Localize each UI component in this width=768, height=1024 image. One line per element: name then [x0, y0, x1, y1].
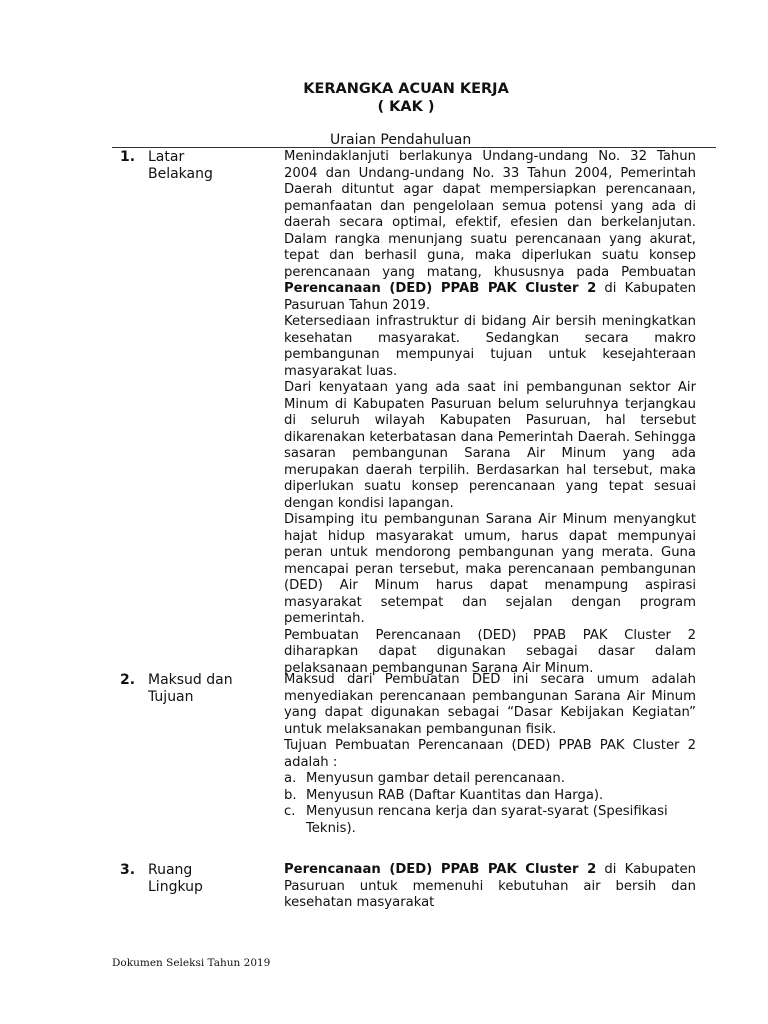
- section-2-paragraph-1: Maksud dari Pembuatan DED ini secara umum adalah menyediakan perencanaan pembangunan Sarana Air Minum yang dapat digunakan sebagai “Dasar Kebijakan Kegiatan” untuk melaksanakan pembangunan fisik.: [284, 672, 696, 737]
- list-text: Menyusun RAB (Daftar Kuantitas dan Harga).: [306, 787, 604, 803]
- section-1-label: [148, 149, 213, 182]
- section-1-label-line-1: Latar: [148, 149, 185, 165]
- document-title: [0, 80, 768, 116]
- section-1-p1-bold: Perencanaan (DED) PPAB PAK Cluster 2: [284, 281, 597, 296]
- list-text: Menyusun rencana kerja dan syarat-syarat (Spesifikasi Teknis).: [306, 804, 668, 836]
- section-3-label-line-1: Ruang: [148, 862, 193, 878]
- list-item: [284, 788, 696, 805]
- section-1-paragraph-3: Dari kenyataan yang ada saat ini pembangunan sektor Air Minum di Kabupaten Pasuruan belum seluruhnya terjangkau di seluruh wilayah Kabupaten Pasuruan, hal tersebut dikarenakan keterbatasan dana Pemerintah Daerah. Sehingga sasaran pembangunan Sarana Air Minum yang ada merupakan daerah terpilih. Berdasarkan hal tersebut, maka diperlukan suatu konsep perencanaan yang tepat sesuai dengan kondisi lapangan.: [284, 380, 696, 511]
- section-3-label-line-2: Lingkup: [148, 878, 203, 895]
- section-2-paragraph-2: Tujuan Pembuatan Perencanaan (DED) PPAB PAK Cluster 2 adalah :: [284, 738, 696, 770]
- list-item: [284, 804, 696, 837]
- section-2-label: [148, 672, 233, 705]
- section-3-number: 3.: [120, 862, 136, 878]
- section-1-paragraph-5: Pembuatan Perencanaan (DED) PPAB PAK Cluster 2 diharapkan dapat digunakan sebagai dasar dalam pelaksanaan pembangunan Sarana Air Minum.: [284, 627, 696, 676]
- section-3-p1-bold: Perencanaan (DED) PPAB PAK Cluster 2: [284, 862, 597, 877]
- section-1-p1-text: Menindaklanjuti berlakunya Undang-undang No. 32 Tahun 2004 dan Undang-undang No. 33 Tahun 2004, Pemerintah Daerah dituntut agar dapat mempersiapkan perencanaan, pemanfaatan dan pengelolaan semua potensi yang ada di daerah secara optimal, efektif, efesien dan berkelanjutan. Dalam rangka menunjang suatu perencanaan yang akurat, tepat dan berhasil guna, maka diperlukan suatu konsep perencanaan yang matang, khususnya pada Pembuatan: [284, 149, 696, 280]
- list-marker: a.: [284, 771, 297, 786]
- section-2-body: [284, 672, 696, 837]
- section-1-number: 1.: [120, 149, 136, 165]
- section-3-paragraph-1: [284, 862, 696, 912]
- section-1-body: [284, 149, 696, 677]
- section-3-p1-tail: di Kabupaten Pasuruan untuk memenuhi kebutuhan air bersih dan kesehatan masyarakat: [284, 862, 696, 910]
- list-item: [284, 771, 696, 788]
- section-3-body: [284, 862, 696, 912]
- list-marker: b.: [284, 787, 297, 803]
- section-2-label-line-1: Maksud dan: [148, 672, 233, 688]
- page-footer: Dokumen Seleksi Tahun 2019: [112, 957, 271, 969]
- section-2-number: 2.: [120, 672, 136, 688]
- section-3-label: [148, 862, 203, 895]
- objectives-list: [284, 771, 696, 837]
- section-heading: Uraian Pendahuluan: [330, 132, 472, 148]
- heading-divider: [112, 147, 716, 148]
- section-1-paragraph-4: Disamping itu pembangunan Sarana Air Minum menyangkut hajat hidup masyarakat umum, harus dapat mempunyai peran untuk mendorong pembangunan yang merata. Guna mencapai peran tersebut, maka perencanaan pembangunan (DED) Air Minum harus dapat menampung aspirasi masyarakat setempat dan sejalan dengan program pemerintah.: [284, 512, 696, 626]
- section-1-paragraph-1: [284, 149, 696, 314]
- title-line-2: ( KAK ): [377, 99, 435, 115]
- section-1-paragraph-2: Ketersediaan infrastruktur di bidang Air bersih meningkatkan kesehatan masyarakat. Sedangkan secara makro pembangunan mempunyai tujuan untuk kesejahteraan masyarakat luas.: [284, 314, 696, 379]
- section-1-p1-tail: di Kabupaten Pasuruan Tahun 2019.: [284, 281, 696, 313]
- section-1-label-line-2: Belakang: [148, 165, 213, 182]
- section-2-label-line-2: Tujuan: [148, 688, 194, 705]
- list-marker: c.: [284, 804, 296, 819]
- list-text: Menyusun gambar detail perencanaan.: [306, 771, 565, 786]
- title-line-1: KERANGKA ACUAN KERJA: [303, 81, 509, 97]
